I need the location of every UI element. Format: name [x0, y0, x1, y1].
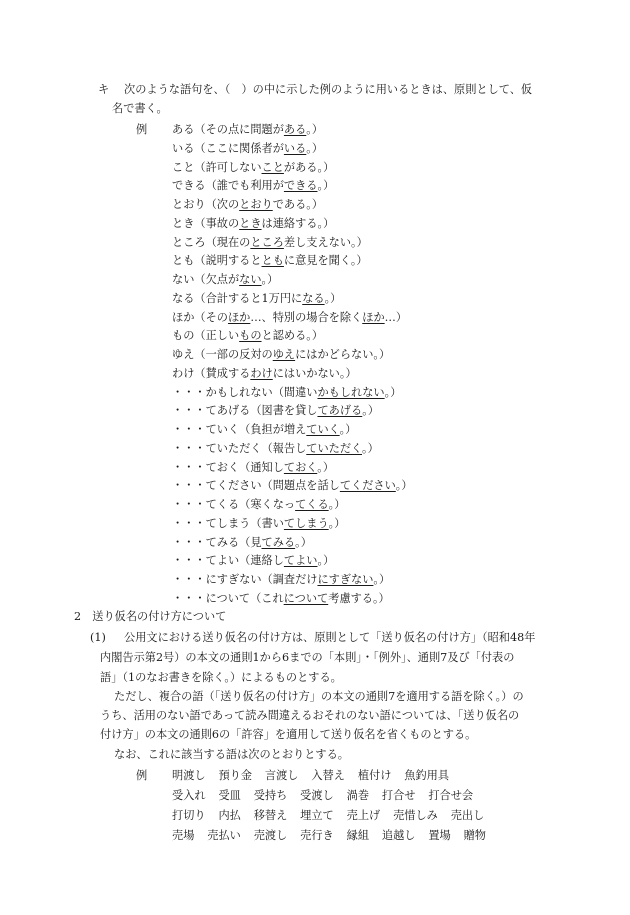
- word: 受皿: [218, 789, 241, 802]
- example-text: （見: [239, 535, 262, 549]
- example-text: わけ: [172, 366, 195, 380]
- underlined-term: ほか: [227, 310, 251, 324]
- word: 縁組: [346, 829, 370, 842]
- example-item: [172, 460, 334, 476]
- underlined-term: ていただく: [306, 441, 362, 455]
- underlined-term: とおり: [239, 198, 273, 211]
- example-item: [172, 310, 407, 326]
- example-item: [172, 441, 379, 457]
- example-item: [172, 516, 345, 532]
- example-text: に意見を聞く。）: [283, 254, 368, 268]
- item-ki-line2: 名で書く。: [112, 102, 168, 115]
- example-text: ・・・ていく: [172, 423, 240, 436]
- example-text: 。）: [362, 441, 379, 455]
- example-text: ・・・てください: [172, 479, 262, 493]
- example-text: （賛成する: [194, 366, 251, 380]
- word: 内払: [218, 809, 241, 822]
- proviso-line-2: うち、活用のない語であって読み間違えるおそれのない語については、「送り仮名の: [100, 709, 520, 722]
- example-item: [172, 253, 368, 269]
- example-text: 。）: [373, 573, 391, 586]
- example-text: 。）: [306, 123, 324, 136]
- example-text: （その: [194, 310, 228, 324]
- word: 受渡し: [300, 789, 334, 802]
- example-text: とおり: [172, 198, 206, 211]
- example-text: なる: [172, 291, 195, 305]
- example-text: 。）: [328, 516, 346, 530]
- underlined-term: もの: [239, 329, 262, 343]
- item-ki-marker: キ: [98, 83, 110, 96]
- example-item: [172, 291, 341, 307]
- underlined-term: できる: [283, 179, 318, 193]
- word-row: [172, 788, 486, 804]
- underlined-term: ない: [239, 273, 262, 286]
- underlined-term: てみる: [261, 535, 296, 549]
- example-text: できる: [172, 179, 206, 193]
- example-text: 。）: [324, 291, 342, 305]
- underlined-term: てしまう: [283, 516, 329, 530]
- example-text: 。）: [317, 179, 335, 193]
- example-text: ・・・かもしれない: [172, 385, 273, 399]
- example-text: ない: [172, 273, 195, 286]
- example-text: （報告し: [261, 441, 307, 455]
- word: 売場: [172, 829, 195, 842]
- underlined-term: にすぎない: [317, 573, 374, 586]
- underlined-term: ほか: [362, 310, 385, 324]
- example-text: （間違い: [272, 385, 318, 399]
- example-text: ・・・について: [172, 591, 251, 605]
- example-text: （書い: [250, 516, 284, 530]
- word-row: [172, 808, 497, 824]
- example-text: （これ: [250, 591, 284, 605]
- example-text: （問題点を話し: [261, 479, 340, 493]
- word-row: [172, 768, 462, 784]
- underlined-term: なる: [302, 291, 325, 305]
- word: 植付け: [357, 769, 392, 782]
- example-text: ・・・てしまう: [172, 516, 251, 530]
- example-text: ・・・にすぎない: [172, 573, 262, 586]
- word: 魚釣用具: [404, 769, 450, 782]
- example-text: 。）: [295, 535, 312, 549]
- example-label-2: 例: [136, 769, 148, 782]
- example-text: 。）: [362, 404, 380, 418]
- example-item: [172, 553, 334, 569]
- word: 移替え: [253, 809, 288, 822]
- example-text: （現在の: [205, 235, 251, 249]
- example-text: （調査だけ: [261, 573, 318, 586]
- word: 入替え: [311, 769, 345, 782]
- example-item: [172, 272, 278, 288]
- example-text: と認める。）: [261, 329, 324, 343]
- example-text: （図書を貸し: [250, 404, 318, 418]
- example-text: がある。）: [283, 160, 335, 174]
- item-1-line-3: 語」（1のなお書きを除く。）によるものとする。: [100, 671, 342, 684]
- example-item: [172, 216, 334, 232]
- example-text: （通知し: [239, 460, 284, 474]
- underlined-term: ある: [283, 123, 307, 136]
- example-text: ・・・てよい: [172, 554, 240, 568]
- example-text: ところ: [172, 235, 206, 249]
- example-text: である。）: [272, 198, 324, 211]
- word: 置場: [428, 829, 451, 842]
- example-text: （連絡し: [239, 554, 284, 568]
- example-text: もの: [172, 329, 195, 343]
- example-text: （その点に問題が: [194, 123, 284, 136]
- example-text: （ここに関係者が: [194, 141, 284, 155]
- example-item: [172, 122, 323, 138]
- example-text: （負担が増え: [239, 423, 307, 436]
- word-row: [172, 828, 499, 844]
- word: 贈物: [463, 829, 486, 842]
- example-text: 。）: [306, 141, 324, 155]
- example-text: （許可しない: [194, 160, 262, 174]
- example-item: [172, 141, 323, 157]
- example-item: [172, 385, 401, 401]
- example-text: ・・・てみる: [172, 535, 240, 549]
- example-text: 。）: [317, 554, 335, 568]
- example-item: [172, 366, 357, 382]
- underlined-term: こと: [261, 160, 284, 174]
- item-1-line-1: 公用文における送り仮名の付け方は、原則として「送り仮名の付け方」（昭和48年: [124, 631, 536, 644]
- word: 売渡し: [253, 829, 288, 842]
- underlined-term: てあげる: [317, 404, 363, 418]
- example-text: とも: [172, 254, 195, 268]
- example-text: （寒くなっ: [239, 498, 296, 511]
- underlined-term: かもしれない: [317, 385, 385, 399]
- word: 受持ち: [253, 789, 288, 802]
- example-item: [172, 347, 390, 363]
- example-text: （次の: [205, 198, 240, 211]
- example-item: [172, 535, 312, 551]
- example-text: （欠点が: [194, 273, 240, 286]
- word: 明渡し: [172, 769, 206, 782]
- example-text: （正しい: [194, 329, 240, 343]
- example-item: [172, 235, 368, 251]
- example-item: [172, 403, 379, 419]
- word: 売行き: [300, 829, 334, 842]
- example-text: …）: [384, 310, 408, 324]
- item-ki-line1: 次のような語句を、（ ）の中に示した例のように用いるときは、原則として、仮: [124, 83, 533, 96]
- example-item: [172, 497, 345, 513]
- word: 追越し: [381, 829, 416, 842]
- underlined-term: とも: [261, 254, 284, 268]
- example-label: 例: [136, 123, 148, 136]
- proviso-line-1: ただし、複合の語（「送り仮名の付け方」の本文の通則7を適用する語を除く。）の: [114, 690, 524, 703]
- example-text: 。）: [328, 498, 346, 511]
- example-item: [172, 572, 390, 588]
- example-text: 。）: [384, 385, 402, 399]
- underlined-term: とき: [239, 216, 262, 230]
- example-text: （合計すると1万円に: [194, 291, 303, 305]
- underlined-term: てよい: [283, 554, 318, 568]
- word: 渦巻: [346, 789, 370, 802]
- word: 預り金: [218, 769, 253, 782]
- underlined-term: について: [283, 591, 329, 605]
- underlined-term: ておく: [283, 460, 318, 474]
- word: 言渡し: [264, 769, 299, 782]
- example-item: [172, 478, 413, 494]
- example-item: [172, 591, 390, 607]
- example-text: にはいかない。）: [272, 366, 357, 380]
- word: 打切り: [172, 809, 206, 822]
- example-text: 。）: [317, 460, 335, 474]
- example-text: にはかどらない。）: [295, 348, 391, 361]
- example-item: [172, 328, 323, 344]
- example-text: 考慮する。）: [328, 591, 390, 605]
- example-text: ・・・ておく: [172, 460, 240, 474]
- example-item: [172, 178, 334, 194]
- example-text: 。）: [261, 273, 279, 286]
- section-2-heading: 2 送り仮名の付け方について: [74, 610, 227, 623]
- example-text: ほか: [172, 310, 195, 324]
- example-text: とき: [172, 216, 195, 230]
- example-item: [172, 422, 356, 438]
- word: 売払い: [207, 829, 241, 842]
- example-text: ゆえ: [172, 348, 195, 361]
- example-text: （説明すると: [194, 254, 262, 268]
- underlined-term: ゆえ: [272, 348, 296, 361]
- example-text: 。）: [395, 479, 413, 493]
- example-item: [172, 197, 323, 213]
- example-text: ・・・ていただく: [172, 441, 262, 455]
- word: 受入れ: [172, 789, 206, 802]
- example-text: …、特別の場合を除く: [250, 310, 363, 324]
- example-text: （誰でも利用が: [205, 179, 284, 193]
- word: 売出し: [450, 809, 485, 822]
- item-1-line-2: 内閣告示第2号）の本文の通則1から6までの「本則」・「例外」、通則7及び「付表の: [100, 651, 515, 664]
- word: 売惜しみ: [393, 809, 438, 822]
- example-text: ・・・てあげる: [172, 404, 251, 418]
- underlined-term: ていく: [306, 423, 340, 436]
- proviso-line-3: 付け方」の本文の通則6の「許容」を適用して送り仮名を省くものとする。: [100, 728, 477, 741]
- example-text: （一部の反対の: [194, 348, 273, 361]
- word: 打合せ: [381, 789, 416, 802]
- word: 埋立て: [300, 809, 334, 822]
- word: 打合せ会: [428, 789, 474, 802]
- example-text: 差し支えない。）: [283, 235, 368, 249]
- word: 売上げ: [346, 809, 381, 822]
- underlined-term: てくる: [295, 498, 329, 511]
- example-text: 。）: [339, 423, 357, 436]
- example-text: いる: [172, 141, 195, 155]
- example-text: は連絡する。）: [261, 216, 335, 230]
- example-text: ・・・てくる: [172, 498, 240, 511]
- example-text: （事故の: [194, 216, 240, 230]
- example-text: こと: [172, 160, 195, 174]
- item-1-marker: (1): [90, 631, 106, 644]
- underlined-term: わけ: [250, 366, 273, 380]
- example-text: ある: [172, 123, 195, 136]
- example-item: [172, 160, 334, 176]
- note-line: なお、これに該当する語は次のとおりとする。: [114, 748, 349, 761]
- underlined-term: いる: [283, 141, 307, 155]
- underlined-term: てください: [339, 479, 396, 493]
- underlined-term: ところ: [250, 235, 284, 249]
